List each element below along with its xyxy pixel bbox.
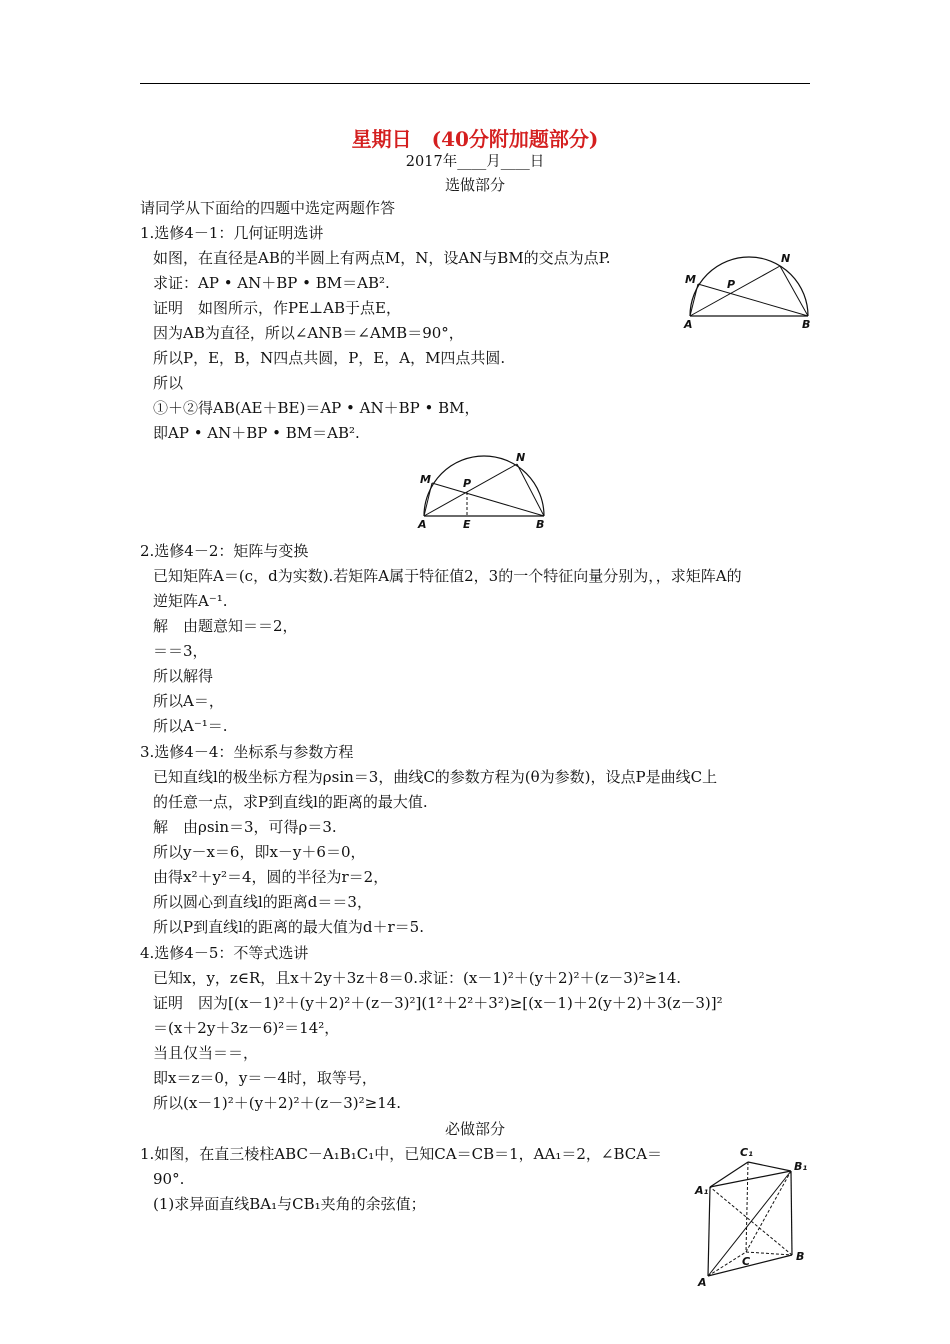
problem-1-heading: 1.选修4－1：几何证明选讲: [140, 224, 324, 242]
page-title: 星期日 (40分附加题部分): [351, 127, 599, 151]
problem-1-proof-line: 即AP • AN＋BP • BM＝AB².: [153, 424, 360, 442]
problem-3-solution-line: 所以y－x＝6，即x－y＋6＝0，: [153, 843, 366, 861]
section-required-heading: 必做部分: [444, 1120, 505, 1138]
problem-2-solution-line: 所以A＝，: [153, 692, 224, 710]
problem-1-text: 如图，在直径是AB的半圆上有两点M，N，设AN与BM的交点为点P.: [153, 249, 611, 267]
fig1-label-a: A: [684, 318, 693, 331]
required-problem-1-text: 90°.: [153, 1170, 185, 1188]
problem-4-proof-line: ＝(x＋2y＋3z－6)²＝14²，: [153, 1019, 340, 1037]
semicircle-figure-1: [680, 248, 820, 333]
prism-label-a1: A₁: [695, 1184, 709, 1197]
section-optional-heading: 选做部分: [444, 176, 505, 194]
fig2-label-p: P: [463, 477, 472, 490]
problem-2-solution-line: 所以A⁻¹＝.: [153, 717, 228, 735]
required-problem-1-part-1: (1)求异面直线BA₁与CB₁夹角的余弦值；: [153, 1195, 426, 1213]
date-line: 2017年____月____日: [405, 154, 545, 170]
problem-4-proof-line: 即x＝z＝0，y＝－4时，取等号，: [153, 1069, 377, 1087]
problem-2-text: 已知矩阵A＝(c，d为实数).若矩阵A属于特征值2，3的一个特征向量分别为，，求矩阵A的: [153, 567, 742, 585]
problem-4-proof-line: 当且仅当＝＝，: [153, 1044, 259, 1062]
problem-3-solution-line: 所以圆心到直线l的距离d＝＝3，: [153, 893, 372, 911]
problem-1-claim: 求证：AP • AN＋BP • BM＝AB².: [153, 274, 390, 292]
problem-3-text: 的任意一点，求P到直线l的距离的最大值.: [153, 793, 428, 811]
problem-1-proof-line: 所以: [153, 374, 184, 392]
problem-2-heading: 2.选修4－2：矩阵与变换: [140, 542, 309, 560]
problem-4-text: 已知x，y，z∈R，且x＋2y＋3z＋8＝0.求证：(x－1)²＋(y＋2)²＋(z－3)²≥14.: [153, 969, 682, 987]
fig2-label-e: E: [463, 518, 471, 531]
problem-3-solution-line: 由得x²＋y²＝4，圆的半径为r＝2，: [153, 868, 389, 886]
problem-2-text: 逆矩阵A⁻¹.: [153, 592, 228, 610]
problem-4-proof-line: 证明 因为[(x－1)²＋(y＋2)²＋(z－3)²](1²＋2²＋3²)≥[(x－1)＋2(y＋2)＋3(z－3)]²: [153, 994, 723, 1012]
problem-1-proof-line: 证明 如图所示，作PE⊥AB于点E，: [153, 299, 401, 317]
problem-1-proof-line: 所以P，E，B，N四点共圆，P，E，A，M四点共圆.: [153, 349, 506, 367]
fig2-label-b: B: [536, 518, 545, 531]
fig2-label-a: A: [418, 518, 427, 531]
header-rule: [140, 83, 810, 84]
problem-4-proof-line: 所以(x－1)²＋(y＋2)²＋(z－3)²≥14.: [153, 1094, 402, 1112]
fig1-label-b: B: [802, 318, 811, 331]
prism-label-c: C: [742, 1255, 751, 1268]
problem-3-text: 已知直线l的极坐标方程为ρsin＝3，曲线C的参数方程为(θ为参数)，设点P是曲线C上: [153, 768, 718, 786]
fig1-label-n: N: [781, 252, 791, 265]
problem-1-proof-line: 因为AB为直径，所以∠ANB＝∠AMB＝90°，: [153, 324, 464, 342]
instruction: 请同学从下面给的四题中选定两题作答: [140, 199, 396, 217]
prism-label-a: A: [698, 1276, 707, 1289]
problem-3-solution-line: 所以P到直线l的距离的最大值为d＋r＝5.: [153, 918, 424, 936]
problem-3-solution-line: 解 由ρsin＝3，可得ρ＝3.: [153, 818, 337, 836]
semicircle-figure-2: [412, 450, 557, 535]
problem-2-solution-line: 解 由题意知＝＝2，: [153, 617, 298, 635]
problem-1-proof-line: ①＋②得AB(AE＋BE)＝AP • AN＋BP • BM，: [153, 399, 480, 417]
required-problem-1-text: 1.如图，在直三棱柱ABC－A₁B₁C₁中，已知CA＝CB＝1，AA₁＝2，∠BCA＝: [140, 1145, 663, 1163]
prism-label-c1: C₁: [740, 1146, 753, 1159]
fig2-label-n: N: [516, 451, 526, 464]
problem-4-heading: 4.选修4－5：不等式选讲: [140, 944, 309, 962]
problem-3-heading: 3.选修4－4：坐标系与参数方程: [140, 743, 354, 761]
fig1-label-m: M: [685, 273, 696, 286]
fig1-label-p: P: [727, 278, 736, 291]
problem-2-solution-line: ＝＝3，: [153, 642, 208, 660]
prism-figure: [690, 1140, 820, 1290]
fig2-label-m: M: [420, 473, 431, 486]
prism-label-b1: B₁: [794, 1160, 808, 1173]
prism-label-b: B: [796, 1250, 805, 1263]
problem-2-solution-line: 所以解得: [153, 667, 214, 685]
